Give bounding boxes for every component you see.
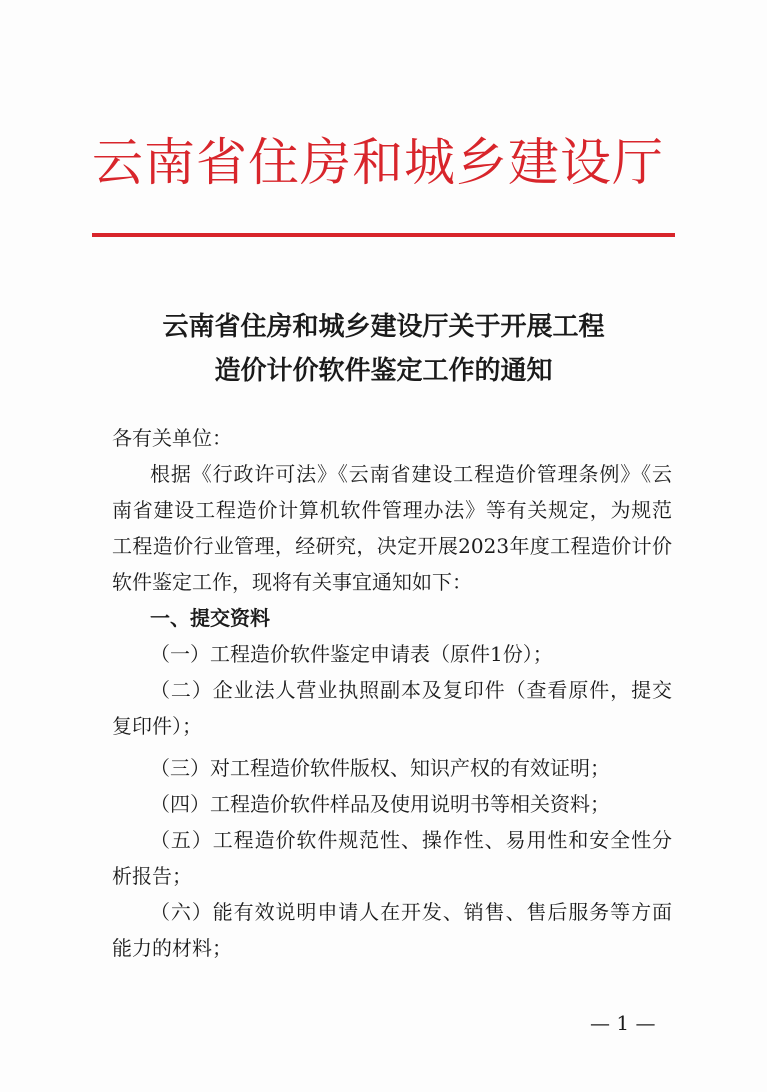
document-title-line-2: 造价计价软件鉴定工作的通知 [214, 356, 553, 386]
document-title-line-1: 云南省住房和城乡建设厅关于开展工程 [162, 312, 605, 342]
list-item-1: （一）工程造价软件鉴定申请表（原件1份）； [150, 642, 553, 666]
list-item-6-continued: 能力的材料； [112, 936, 232, 960]
section-heading-submit-materials: 一、提交资料 [150, 606, 270, 630]
list-item-5: （五）工程造价软件规范性、操作性、易用性和安全性分 [150, 828, 672, 852]
page-number: — 1 — [590, 1011, 656, 1035]
intro-line-2: 南省建设工程造价计算机软件管理办法》等有关规定，为规范 [112, 498, 672, 522]
list-item-6: （六）能有效说明申请人在开发、销售、售后服务等方面 [150, 900, 672, 924]
list-item-3: （三）对工程造价软件版权、知识产权的有效证明； [150, 756, 610, 780]
list-item-4: （四）工程造价软件样品及使用说明书等相关资料； [150, 792, 610, 816]
intro-line-1: 根据《行政许可法》《云南省建设工程造价管理条例》《云 [150, 462, 672, 486]
list-item-2-continued: 复印件）； [112, 714, 202, 738]
organization-header: 云南省住房和城乡建设厅 [92, 134, 665, 193]
intro-line-4: 软件鉴定工作，现将有关事宜通知如下： [112, 570, 472, 594]
list-item-2: （二）企业法人营业执照副本及复印件（查看原件，提交 [150, 678, 672, 702]
red-divider-rule [92, 233, 675, 237]
list-item-5-continued: 析报告； [112, 864, 192, 888]
intro-line-3: 工程造价行业管理，经研究，决定开展2023年度工程造价计价 [112, 534, 672, 558]
salutation: 各有关单位： [112, 426, 232, 450]
